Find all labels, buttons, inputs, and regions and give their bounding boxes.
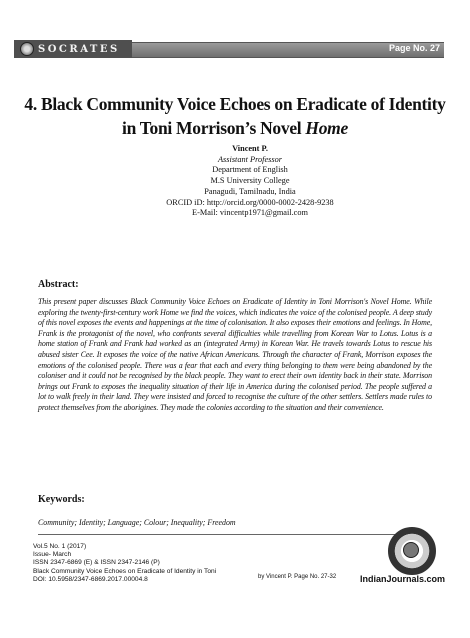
footer-divider xyxy=(38,534,398,535)
author-college: M.S University College xyxy=(210,176,290,186)
paper-title xyxy=(20,92,450,140)
author-name: Vincent P. xyxy=(232,144,268,153)
page-number: Page No. 27 xyxy=(388,43,440,53)
author-place: Panagudi, Tamilnadu, India xyxy=(204,186,296,196)
author-block xyxy=(150,144,350,219)
footer-info xyxy=(33,543,216,584)
author-email: E-Mail: vincentp1971@gmail.com xyxy=(192,208,308,218)
author-orcid: ORCID iD: http://orcid.org/0000-0002-2428-9238 xyxy=(166,197,334,207)
title-emphasis: Home xyxy=(305,118,348,138)
abstract-heading: Abstract: xyxy=(38,279,79,290)
keywords-text: Community; Identity; Language; Colour; Inequality; Freedom xyxy=(38,518,236,527)
logo-text: SOCRATES xyxy=(38,43,120,55)
journal-seal-icon xyxy=(388,527,436,575)
footer-doi: DOI: 10.5958/2347-6869.2017.00004.8 xyxy=(33,575,148,583)
socrates-emblem-icon xyxy=(20,42,34,56)
footer-short-title: Black Community Voice Echoes on Eradicate of Identity in Toni xyxy=(33,567,217,575)
footer-issn: ISSN 2347-6869 (E) & ISSN 2347-2146 (P) xyxy=(33,559,160,567)
keywords-heading: Keywords: xyxy=(38,494,85,505)
author-department: Department of English xyxy=(212,165,288,175)
title-text: 4. Black Community Voice Echoes on Eradicate of Identity in Toni Morrison’s Novel xyxy=(24,94,446,138)
footer-page-range: by Vincent P. Page No. 27-32 xyxy=(258,574,337,580)
seal-center xyxy=(403,542,419,558)
footer-volume: Vol.5 No. 1 (2017) xyxy=(33,543,87,550)
socrates-logo xyxy=(14,40,132,58)
author-role: Assistant Professor xyxy=(217,154,282,164)
abstract-text: This present paper discusses Black Community Voice Echoes on Eradicate of Identity in Toni Morrison's Novel Home. While exploring the twenty-first-century work Home we find the voices, which indicates the voice of the colonised people. A deep study of this novel exposes the events and happenings at the time of colonisation. It also exposes their emotions and feelings. In Home, Frank is the protagonist of the novel, who confronts several difficulties while travelling from Korean War to Lotus. Lotus is a home station of Frank and Frank had worked as an (integrated Army) in Korean War. He travels towards Lotus to rescue his abused sister Cee. It exposes the voice of the native African Americans. Through the character of Frank, Morrison exposes the emotions of the colonised people. There was a fear that each and every thing belonging to them were being abandoned by the coloniser and it could not be recognised by the black people. They want to erect their own identity back in their state. Morrison brings out Frank to exposes the inequality situation of their life in America during the colonised period. The people suffered a lot to walk freely in their land. They were insisted and forced to recognise the culture of the other settlers. Settlers made rules to protect themselves from the aborigines. They made the colonies according to the situation and their convenience. xyxy=(38,297,432,412)
indianjournals-brand: IndianJournals.com xyxy=(360,574,446,584)
footer-issue: Issue- March xyxy=(33,551,72,559)
